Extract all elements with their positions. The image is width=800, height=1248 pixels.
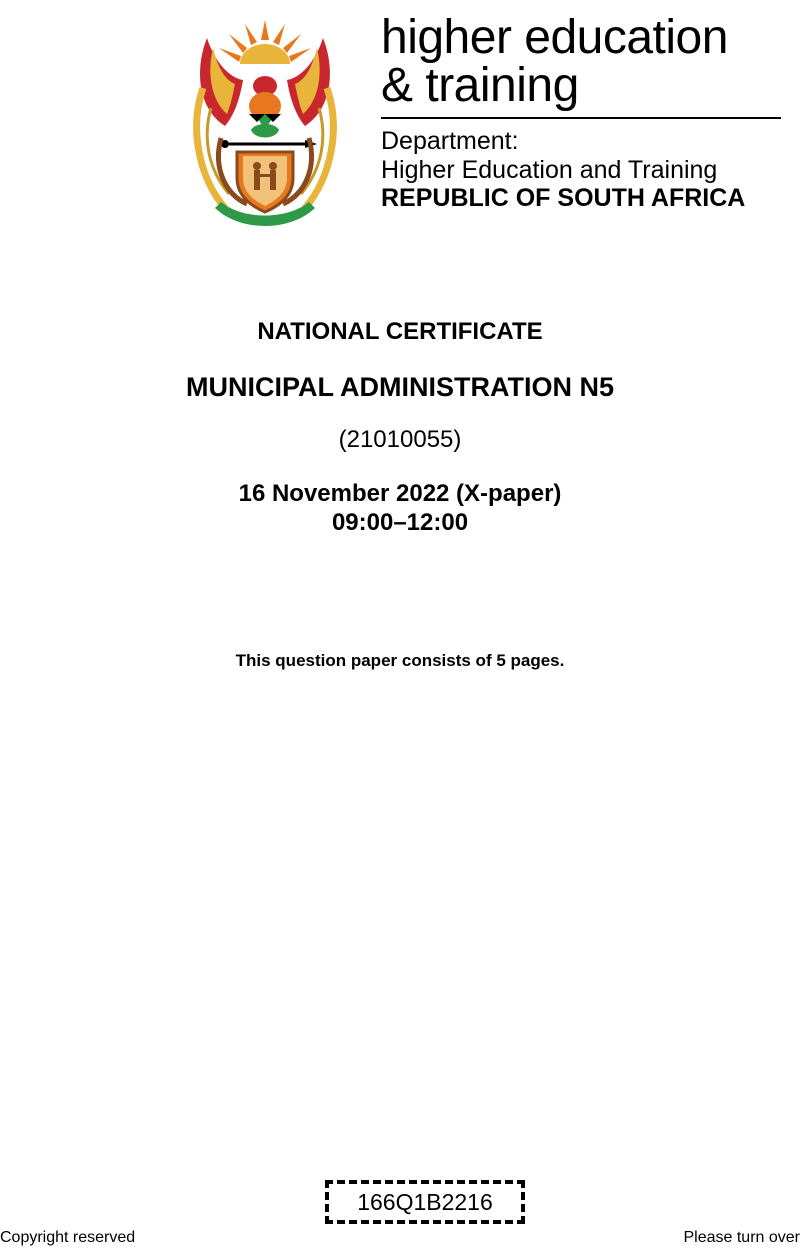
brand-divider xyxy=(381,117,781,119)
pages-note: This question paper consists of 5 pages. xyxy=(235,651,565,670)
department-name: Higher Education and Training xyxy=(381,156,718,184)
exam-time: 09:00–12:00 xyxy=(331,509,469,536)
paper-id: 166Q1B2216 xyxy=(357,1189,493,1215)
coat-of-arms-logo xyxy=(185,18,345,233)
subject-code: (21010055) xyxy=(338,426,462,453)
department-label: Department: xyxy=(381,127,519,155)
footer-turn-over: Please turn over xyxy=(683,1229,800,1246)
footer-copyright: Copyright reserved xyxy=(0,1229,136,1246)
brand-title-line2: & training xyxy=(381,59,579,112)
paper-id-box xyxy=(325,1180,525,1224)
country-name: REPUBLIC OF SOUTH AFRICA xyxy=(381,184,746,212)
subject-title: MUNICIPAL ADMINISTRATION N5 xyxy=(186,372,614,402)
exam-date: 16 November 2022 (X-paper) xyxy=(238,480,562,507)
bird-body xyxy=(249,76,281,130)
sun-icon xyxy=(219,20,311,64)
brand-title-line1: higher education xyxy=(381,11,728,64)
certificate-title: NATIONAL CERTIFICATE xyxy=(257,318,543,345)
protea-flower xyxy=(251,124,279,138)
